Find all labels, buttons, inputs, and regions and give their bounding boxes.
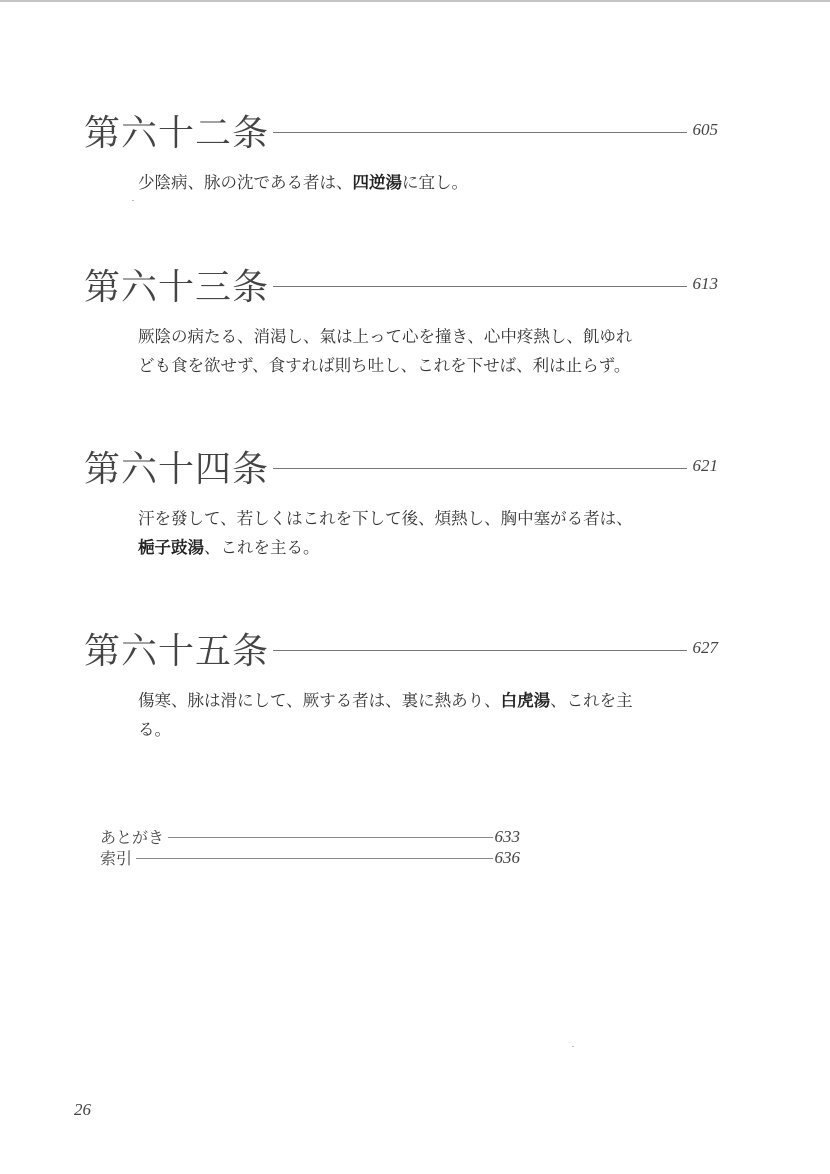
page-number: 605 <box>692 120 718 139</box>
toc-entry-afterword[interactable] <box>100 826 520 847</box>
entry-text: 汗を發して、若しくはこれを下して後、煩熱し、胸中塞がる者は、 梔子豉湯、これを主る。 <box>138 509 633 557</box>
leader-line <box>136 858 492 859</box>
formula-name: 白虎湯 <box>500 691 551 710</box>
leader-line <box>273 650 686 651</box>
entry-title: 第六十三条 <box>84 266 270 308</box>
toc-entry-62[interactable] <box>84 106 718 197</box>
leader-line <box>168 837 492 838</box>
entry-title: 第六十四条 <box>84 448 270 490</box>
scan-speck <box>132 200 134 201</box>
toc-entry-65[interactable] <box>84 624 718 744</box>
entry-text: 少陰病、脉の沈である者は、四逆湯に宜し。 <box>138 173 468 192</box>
leader-line <box>273 468 686 469</box>
toc-entry-64[interactable] <box>84 442 718 562</box>
page-number: 636 <box>494 847 520 867</box>
leader-line <box>273 132 686 133</box>
entry-text: 傷寒、脉は滑にして、厥する者は、裏に熱あり、白虎湯、これを主 る。 <box>138 691 633 739</box>
entry-text: 厥陰の病たる、消渇し、氣は上って心を撞き、心中疼熱し、飢ゆれ ども食を欲せず、食すれば則ち吐し、これを下せば、利は止らず。 <box>138 327 633 375</box>
back-matter-list <box>100 826 520 868</box>
toc-entry-index[interactable] <box>100 847 520 868</box>
page-top-edge <box>0 0 830 2</box>
entry-label: あとがき <box>100 828 165 847</box>
entry-title: 第六十五条 <box>84 630 270 672</box>
formula-name: 梔子豉湯 <box>138 538 204 557</box>
page-number: 633 <box>494 826 520 846</box>
page-number: 627 <box>692 638 718 657</box>
page-number: 613 <box>692 274 718 293</box>
toc-entry-63[interactable] <box>84 260 718 380</box>
page-folio: 26 <box>74 1100 91 1119</box>
page-number: 621 <box>692 456 718 475</box>
entry-label: 索引 <box>100 849 133 868</box>
scan-speck <box>572 1046 574 1047</box>
leader-line <box>273 286 686 287</box>
formula-name: 四逆湯 <box>352 173 402 192</box>
entry-title: 第六十二条 <box>84 112 270 154</box>
